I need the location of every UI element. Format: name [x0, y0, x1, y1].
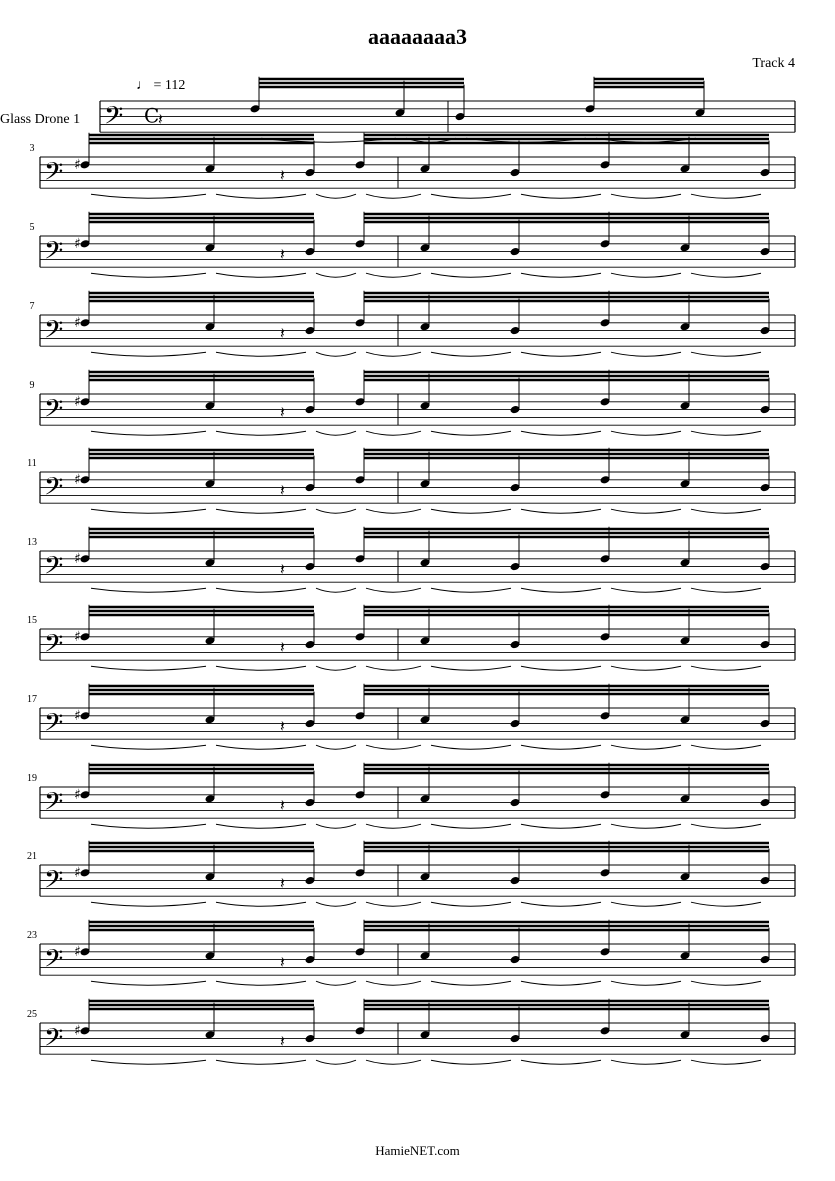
tie — [611, 745, 681, 749]
tie — [521, 824, 601, 828]
tie — [216, 902, 306, 906]
tie — [216, 666, 306, 670]
tie — [691, 666, 761, 670]
bass-clef-icon: 𝄢 — [104, 101, 124, 137]
tie — [431, 509, 511, 513]
tie — [521, 981, 601, 985]
tie — [316, 666, 356, 670]
tie — [431, 588, 511, 592]
tie — [431, 194, 511, 198]
tie — [366, 745, 421, 749]
track-label: Track 4 — [752, 56, 795, 71]
tie — [431, 745, 511, 749]
tie — [611, 666, 681, 670]
tie — [521, 273, 601, 277]
tie — [611, 194, 681, 198]
tie — [691, 509, 761, 513]
tie — [216, 273, 306, 277]
tie — [216, 981, 306, 985]
tie — [431, 666, 511, 670]
rest-icon: 𝄽 — [280, 716, 285, 736]
tie — [366, 273, 421, 277]
bass-clef-icon: 𝄢 — [44, 865, 64, 901]
tie — [611, 981, 681, 985]
tie — [91, 902, 206, 906]
rest-icon: 𝄽 — [280, 952, 285, 972]
tie — [316, 509, 356, 513]
tie — [91, 745, 206, 749]
tie — [366, 981, 421, 985]
tie — [316, 981, 356, 985]
measure-number: 17 — [27, 694, 37, 705]
rest-icon: 𝄽 — [280, 1031, 285, 1051]
tie — [611, 902, 681, 906]
tie — [366, 194, 421, 198]
bass-clef-icon: 𝄢 — [44, 157, 64, 193]
tie — [91, 588, 206, 592]
measure-number: 23 — [27, 930, 37, 941]
tie — [366, 431, 421, 435]
measure-number: 7 — [29, 301, 35, 312]
tie — [431, 273, 511, 277]
tie — [431, 981, 511, 985]
tie — [316, 273, 356, 277]
footer-credit: HamieNET.com — [375, 1143, 460, 1158]
quarter-note-icon: ♩ — [136, 78, 150, 93]
tie — [91, 824, 206, 828]
bass-clef-icon: 𝄢 — [44, 787, 64, 823]
tie — [316, 588, 356, 592]
tie — [521, 352, 601, 356]
tie — [216, 509, 306, 513]
sharp-icon: ♯ — [74, 235, 81, 252]
tie — [316, 431, 356, 435]
tie — [216, 745, 306, 749]
measure-number: 9 — [29, 380, 35, 391]
measure-number: 25 — [27, 1009, 37, 1020]
bass-clef-icon: 𝄢 — [44, 629, 64, 665]
tie — [216, 1060, 306, 1064]
sharp-icon: ♯ — [74, 393, 81, 410]
tie — [91, 194, 206, 198]
tie — [316, 194, 356, 198]
sharp-icon: ♯ — [74, 156, 81, 173]
tie — [691, 824, 761, 828]
tie — [91, 431, 206, 435]
score-title: aaaaaaaa3 — [368, 24, 467, 49]
tie — [91, 666, 206, 670]
tie — [521, 745, 601, 749]
bass-clef-icon: 𝄢 — [44, 472, 64, 508]
tie — [216, 588, 306, 592]
tie — [366, 509, 421, 513]
sharp-icon: ♯ — [74, 314, 81, 331]
rest-icon: 𝄽 — [280, 323, 285, 343]
tie — [521, 431, 601, 435]
tie — [431, 824, 511, 828]
tie — [521, 666, 601, 670]
rest-icon: 𝄽 — [280, 402, 285, 422]
tie — [691, 1060, 761, 1064]
tie — [316, 824, 356, 828]
tie — [91, 273, 206, 277]
tie — [216, 352, 306, 356]
measure-number: 19 — [27, 773, 37, 784]
measure-number: 5 — [29, 222, 35, 233]
tie — [611, 431, 681, 435]
tie — [316, 902, 356, 906]
tie — [691, 902, 761, 906]
rest-icon: 𝄽 — [280, 244, 285, 264]
bass-clef-icon: 𝄢 — [44, 394, 64, 430]
tie — [216, 431, 306, 435]
bass-clef-icon: 𝄢 — [44, 315, 64, 351]
instrument-name: Glass Drone 1 — [0, 112, 81, 127]
measure-number: 3 — [29, 143, 35, 154]
tie — [521, 194, 601, 198]
measure-number: 13 — [27, 537, 37, 548]
rest-icon: 𝄽 — [280, 559, 285, 579]
tie — [431, 1060, 511, 1064]
sharp-icon: ♯ — [74, 707, 81, 724]
tie — [91, 981, 206, 985]
tie — [91, 1060, 206, 1064]
tie — [521, 509, 601, 513]
tie — [316, 352, 356, 356]
tie — [216, 824, 306, 828]
sharp-icon: ♯ — [74, 786, 81, 803]
tie — [366, 588, 421, 592]
bass-clef-icon: 𝄢 — [44, 708, 64, 744]
rest-icon: 𝄽 — [280, 637, 285, 657]
measure-number: 15 — [27, 615, 37, 626]
tie — [91, 352, 206, 356]
tie — [366, 902, 421, 906]
tie — [691, 745, 761, 749]
tie — [216, 194, 306, 198]
tie — [611, 273, 681, 277]
tie — [521, 902, 601, 906]
bass-clef-icon: 𝄢 — [44, 944, 64, 980]
tie — [366, 1060, 421, 1064]
sharp-icon: ♯ — [74, 628, 81, 645]
time-signature: C — [144, 103, 160, 128]
tie — [431, 902, 511, 906]
measure-number: 21 — [27, 851, 37, 862]
tie — [611, 824, 681, 828]
sharp-icon: ♯ — [74, 943, 81, 960]
rest-icon: 𝄽 — [280, 480, 285, 500]
tie — [316, 745, 356, 749]
bass-clef-icon: 𝄢 — [44, 551, 64, 587]
tie — [521, 1060, 601, 1064]
tie — [611, 1060, 681, 1064]
tie — [366, 352, 421, 356]
sharp-icon: ♯ — [74, 550, 81, 567]
tie — [521, 588, 601, 592]
tie — [366, 824, 421, 828]
tie — [366, 666, 421, 670]
tie — [316, 1060, 356, 1064]
bass-clef-icon: 𝄢 — [44, 236, 64, 272]
rest-icon: 𝄽 — [158, 109, 163, 129]
sharp-icon: ♯ — [74, 1022, 81, 1039]
tie — [691, 273, 761, 277]
tie — [691, 981, 761, 985]
tempo-value: = 112 — [153, 78, 186, 93]
tie — [691, 352, 761, 356]
rest-icon: 𝄽 — [280, 873, 285, 893]
bass-clef-icon: 𝄢 — [44, 1023, 64, 1059]
measure-number: 11 — [27, 458, 37, 469]
tie — [691, 588, 761, 592]
sharp-icon: ♯ — [74, 864, 81, 881]
tie — [611, 352, 681, 356]
rest-icon: 𝄽 — [280, 795, 285, 815]
tie — [431, 431, 511, 435]
rest-icon: 𝄽 — [280, 165, 285, 185]
tie — [431, 352, 511, 356]
tie — [691, 431, 761, 435]
sharp-icon: ♯ — [74, 471, 81, 488]
tie — [611, 509, 681, 513]
tie — [91, 509, 206, 513]
tie — [691, 194, 761, 198]
tie — [611, 588, 681, 592]
